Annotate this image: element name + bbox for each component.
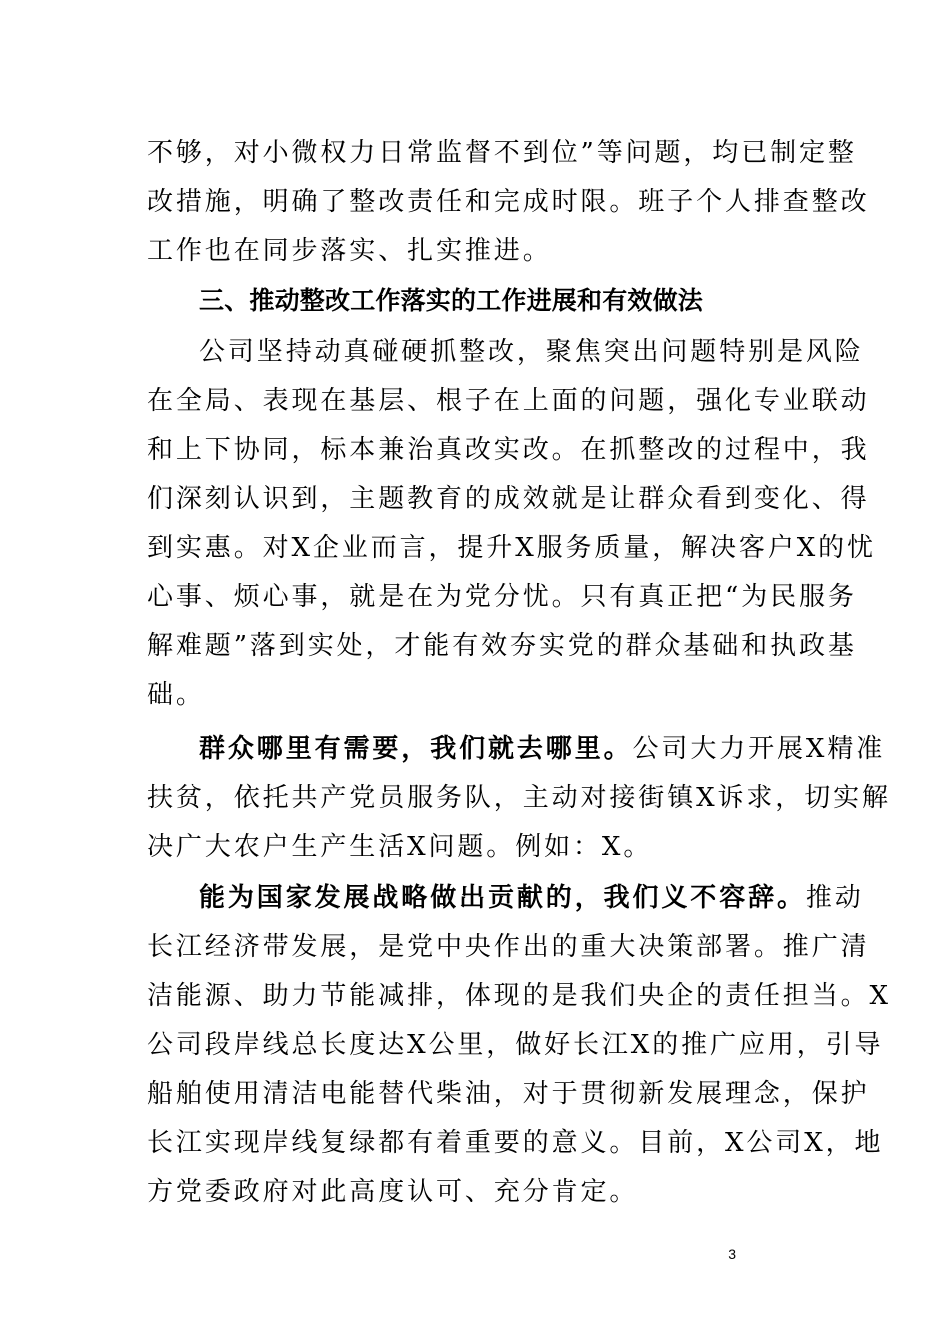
section-heading: 三、推动整改工作落实的工作进展和有效做法	[199, 286, 704, 315]
page-number: 3	[728, 1246, 736, 1262]
body-line: 到实惠。对X企业而言，提升X服务质量，解决客户X的忧	[147, 533, 876, 563]
body-line: 改措施，明确了整改责任和完成时限。班子个人排查整改	[147, 187, 870, 217]
body-line: 扶贫，依托共产党员服务队，主动对接街镇X诉求，切实解	[147, 783, 891, 813]
body-line	[199, 729, 885, 769]
body-line	[199, 878, 864, 918]
body-line: 在全局、表现在基层、根子在上面的问题，强化专业联动	[147, 386, 870, 416]
body-line: 公司段岸线总长度达X公里，做好长江X的推广应用，引导	[147, 1030, 884, 1060]
body-line: 们深刻认识到，主题教育的成效就是让群众看到变化、得	[147, 484, 870, 514]
body-line: 船舶使用清洁电能替代柴油，对于贯彻新发展理念，保护	[147, 1079, 870, 1109]
body-line: 心事、烦心事，就是在为党分忧。只有真正把“为民服务	[147, 582, 857, 612]
body-text: 推动	[805, 883, 864, 913]
body-line: 工作也在同步落实、扎实推进。	[147, 236, 552, 266]
bold-lead-text: 能为国家发展战略做出贡献的，我们义不容辞。	[199, 883, 806, 913]
body-line: 和上下协同，标本兼治真改实改。在抓整改的过程中，我	[147, 435, 870, 465]
body-line: 决广大农户生产生活X问题。例如：X。	[147, 832, 653, 862]
body-line: 解难题”落到实处，才能有效夯实党的群众基础和执政基	[147, 631, 857, 661]
body-line: 不够，对小微权力日常监督不到位”等问题，均已制定整	[147, 138, 857, 168]
body-line: 公司坚持动真碰硬抓整改，聚焦突出问题特别是风险	[199, 337, 864, 367]
body-text: 公司大力开展X精准	[632, 734, 886, 764]
body-line: 方党委政府对此高度认可、充分肯定。	[147, 1177, 639, 1207]
body-line: 长江经济带发展，是党中央作出的重大决策部署。推广清	[147, 932, 870, 962]
body-line: 础。	[147, 680, 205, 710]
bold-lead-text: 群众哪里有需要，我们就去哪里。	[199, 734, 633, 764]
body-line: 长江实现岸线复绿都有着重要的意义。目前，X公司X，地	[147, 1128, 884, 1158]
body-line: 洁能源、助力节能减排，体现的是我们央企的责任担当。X	[147, 981, 891, 1011]
